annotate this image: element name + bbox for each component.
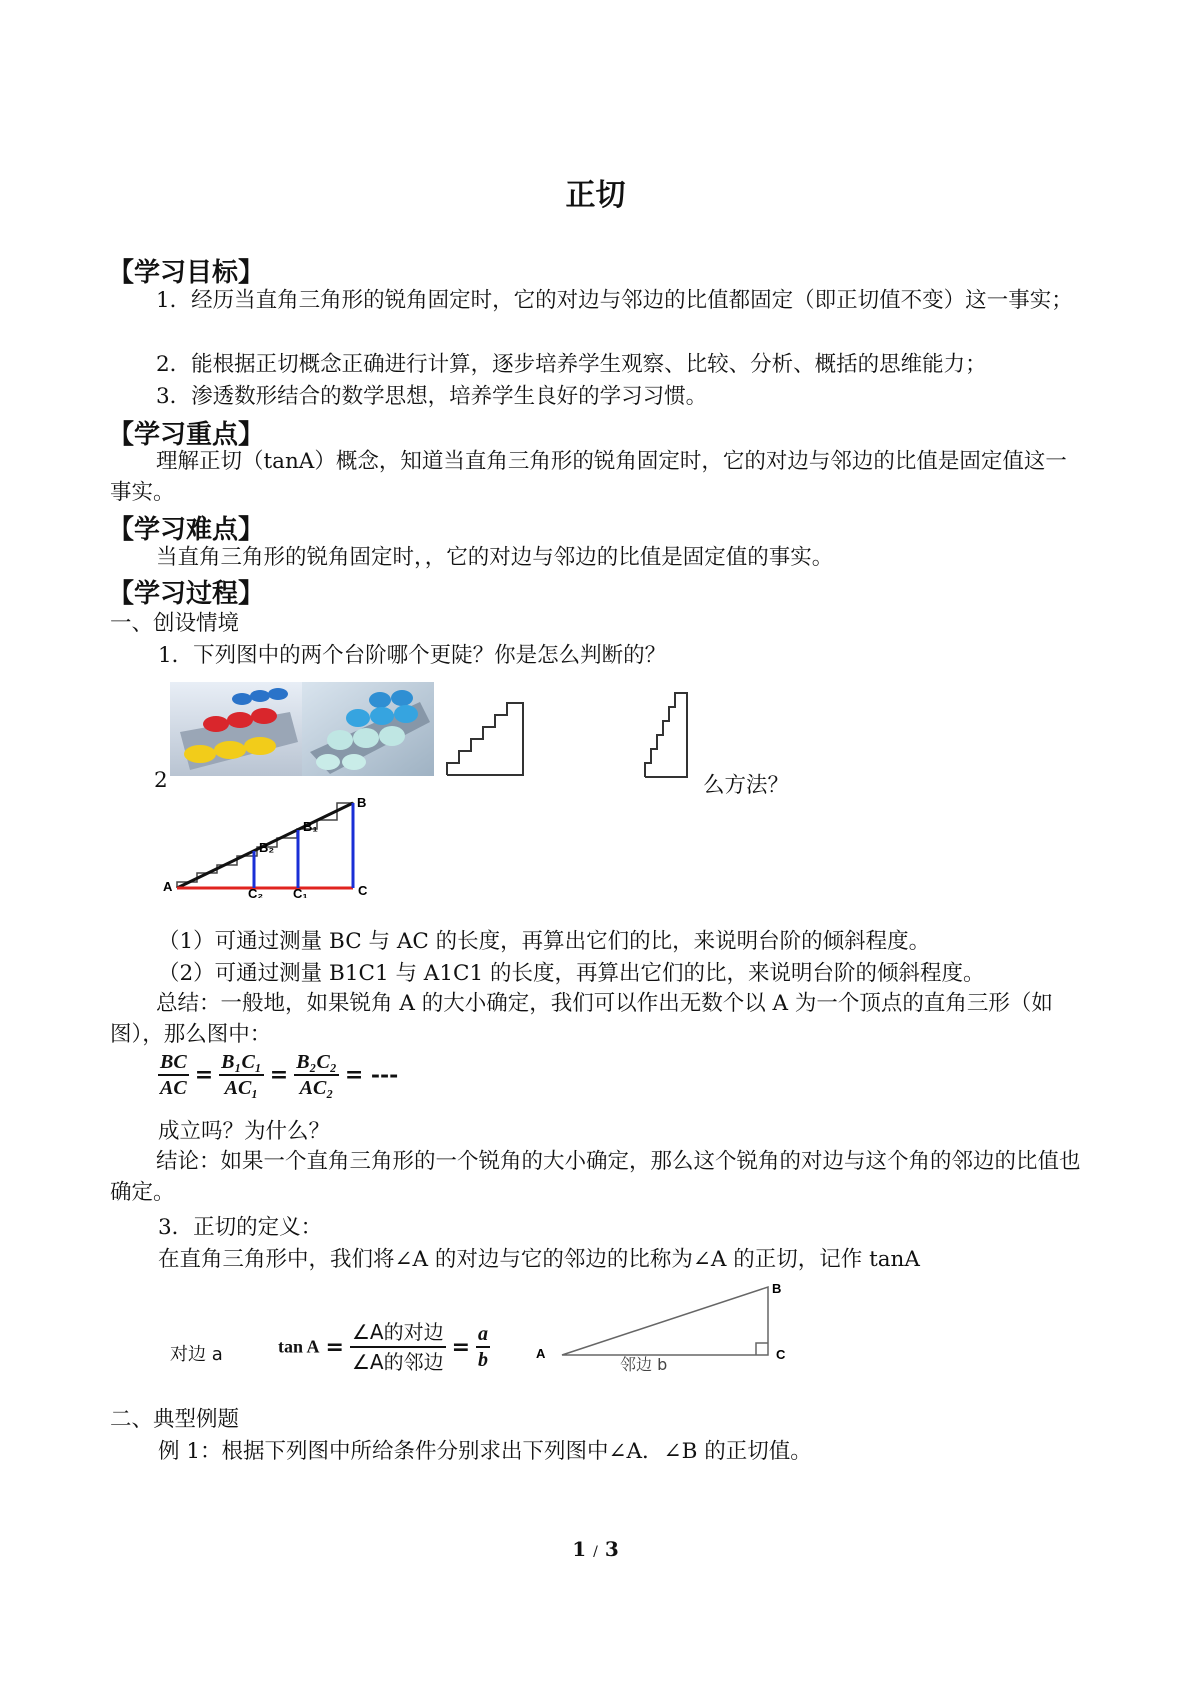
triangle-label-A: A	[536, 1346, 546, 1361]
section-difficulty-heading: 【学习难点】	[108, 515, 265, 545]
question-2-fragment-right: 么方法？	[703, 773, 790, 798]
question-2-fragment-left: 2	[154, 768, 168, 793]
label-B: B	[357, 795, 367, 810]
tan-ab-fraction: $\frac{a}{b}$	[478, 1323, 489, 1371]
label-A: A	[163, 879, 173, 894]
goal-1-line2: 一事实；	[986, 288, 1073, 313]
staircase-triangles-diagram	[163, 795, 375, 898]
definition-text: 在直角三角形中，我们将∠A 的对边与它的邻边的比称为∠A 的正切，记作 tanA	[158, 1247, 920, 1272]
goal-2: 2．能根据正切概念正确进行计算，逐步培养学生观察、比较、分析、概括的思维能力；	[156, 352, 987, 377]
ratio-equality-formula: $\frac{BC}{AC}$ = $\frac{\text{B₁C₁}}{\text{AC₁}}$ = $\frac{\text{B₂C₂}}{\text{AC₂}}$ = ---	[160, 1051, 399, 1099]
difficulty-text: 当直角三角形的锐角固定时，，它的对边与邻边的比值是固定值的事实。	[156, 545, 834, 570]
conclusion-text: 结论：如果一个直角三角形的一个锐角的大小确定，那么这个锐角的对边与这个角的邻边的比值也确定。	[110, 1149, 1081, 1205]
page-title: 正切	[565, 178, 626, 213]
tan-word-fraction: $\frac{\text{∠A的对边}}{\text{∠A的邻边}}$	[351, 1320, 444, 1374]
adjacent-side-label: 邻边 b	[620, 1355, 668, 1374]
part1-heading: 一、创设情境	[110, 611, 240, 636]
goal-3: 3．渗透数形结合的数学思想，培养学生良好的学习习惯。	[156, 384, 708, 409]
label-B1: B₁	[303, 819, 318, 834]
page-separator: /	[593, 1544, 598, 1560]
ratio-tail: = ---	[344, 1062, 399, 1088]
tan-definition-formula: tan A = $\frac{\text{∠A的对边}}{\text{∠A的邻边}}$ = $\frac{a}{b}$	[278, 1320, 489, 1374]
fraction-b2c2-ac2: $\frac{\text{B₂C₂}}{\text{AC₂}}$	[296, 1051, 337, 1099]
right-triangle-diagram	[530, 1275, 800, 1375]
goal-1	[110, 285, 1085, 316]
staircase-steep-diagram	[643, 683, 693, 779]
example-1: 例 1：根据下列图中所给条件分别求出下列图中∠A．∠B 的正切值。	[158, 1439, 812, 1464]
triangle-label-C: C	[776, 1347, 786, 1362]
label-C2: C₂	[248, 886, 264, 898]
part2-heading: 二、典型例题	[110, 1407, 240, 1432]
label-C: C	[358, 883, 368, 898]
fraction-bc-ac: $\frac{BC}{AC}$	[160, 1051, 187, 1099]
staircase-gentle-diagram	[445, 695, 527, 777]
page-current: 1	[572, 1537, 587, 1561]
method-2: （2）可通过测量 B1C1 与 A1C1 的长度，再算出它们的比，来说明台阶的倾斜程度。	[158, 961, 985, 986]
tan-lhs: tan A	[278, 1336, 320, 1357]
page-number	[0, 1537, 1191, 1561]
summary-text: 总结：一般地，如果锐角 A 的大小确定，我们可以作出无数个以 A 为一个顶点的直角三形（如图），那么图中：	[110, 991, 1053, 1047]
opposite-side-label: 对边 a	[170, 1344, 223, 1365]
method-1: （1）可通过测量 BC 与 AC 的长度，再算出它们的比，来说明台阶的倾斜程度。	[158, 929, 931, 954]
section-focus-heading: 【学习重点】	[108, 420, 265, 450]
section-process-heading: 【学习过程】	[108, 579, 265, 609]
label-C1: C₁	[293, 886, 308, 898]
label-B2: B₂	[259, 840, 275, 855]
section-goal-heading: 【学习目标】	[108, 258, 265, 288]
focus-text: 理解正切（tanA）概念，知道当直角三角形的锐角固定时，它的对边与邻边的比值是固定值这一事实。	[110, 449, 1067, 505]
question-holds: 成立吗？为什么？	[158, 1119, 331, 1144]
fraction-b1c1-ac1: $\frac{\text{B₁C₁}}{\text{AC₁}}$	[221, 1051, 262, 1099]
page-total: 3	[604, 1537, 619, 1561]
question-1: 1．下列图中的两个台阶哪个更陡？你是怎么判断的？	[158, 643, 667, 668]
goal-1-line1: 1．经历当直角三角形的锐角固定时，它的对边与邻边的比值都固定（即正切值不变）这	[156, 288, 987, 313]
stadium-seats-photo	[170, 682, 434, 776]
definition-heading: 3．正切的定义：	[158, 1215, 323, 1240]
triangle-label-B: B	[772, 1281, 782, 1296]
